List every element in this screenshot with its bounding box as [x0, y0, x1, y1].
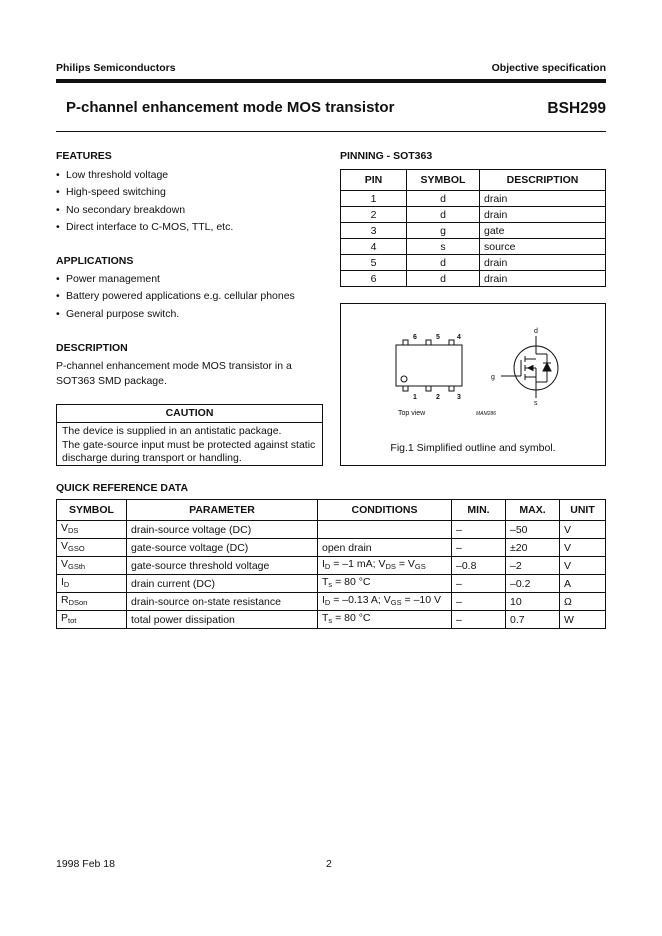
qrd-cell-unit: Ω	[560, 593, 606, 611]
caution-line: The gate-source input must be protected against static	[62, 438, 316, 451]
pin-number: 6	[341, 271, 407, 287]
footer-date: 1998 Feb 18	[56, 858, 115, 870]
table-row	[341, 223, 606, 239]
pin-description: gate	[480, 223, 606, 239]
applications-item: • Power management	[56, 271, 331, 288]
pinning-header-row	[341, 170, 606, 191]
qrd-col-min: MIN.	[452, 500, 506, 521]
subscript: DS	[68, 526, 79, 535]
qrd-cell-max: 10	[506, 593, 560, 611]
qrd-cell-parameter: drain-source voltage (DC)	[127, 521, 318, 539]
qrd-cell-symbol: $R_{DSon}$	[57, 593, 127, 611]
symbol-label-source: s	[534, 400, 538, 407]
mosfet-symbol	[501, 336, 558, 398]
qrd-cell-conditions: $T_s = 80$ °C	[318, 575, 452, 593]
pinning-heading: PINNING - SOT363	[340, 150, 433, 162]
subscript: DSon	[68, 598, 88, 607]
qrd-header-row	[57, 500, 606, 521]
table-row	[57, 611, 606, 629]
subscript: GSO	[68, 544, 85, 553]
package-outline	[396, 340, 462, 391]
table-row	[341, 207, 606, 223]
pin-label-top: 6	[413, 334, 417, 341]
qrd-col-conditions: CONDITIONS	[318, 500, 452, 521]
table-row	[341, 255, 606, 271]
qrd-cell-max: 0.7	[506, 611, 560, 629]
qrd-cell-unit: V	[560, 521, 606, 539]
features-item: • Direct interface to C-MOS, TTL, etc.	[56, 219, 326, 236]
qrd-cell-parameter: gate-source voltage (DC)	[127, 539, 318, 557]
description-text	[56, 359, 326, 389]
qrd-col-max: MAX.	[506, 500, 560, 521]
qrd-cell-symbol: $V_{DS}$	[57, 521, 127, 539]
description-heading: DESCRIPTION	[56, 342, 128, 354]
qrd-cell-symbol: $I_D$	[57, 575, 127, 593]
qrd-cell-max: –50	[506, 521, 560, 539]
pin-label-bottom: 3	[457, 394, 461, 401]
qrd-cell-conditions: $T_s = 80$ °C	[318, 611, 452, 629]
qrd-cell-symbol: $P_{tot}$	[57, 611, 127, 629]
applications-item: • Battery powered applications e.g. cellular phones	[56, 288, 331, 305]
quick-reference-table	[56, 499, 606, 629]
pin-description: drain	[480, 191, 606, 207]
features-item: • High-speed switching	[56, 184, 326, 201]
qrd-cell-unit: V	[560, 539, 606, 557]
table-row	[57, 575, 606, 593]
pin-symbol: d	[407, 271, 480, 287]
pin-number: 2	[341, 207, 407, 223]
table-row	[57, 593, 606, 611]
qrd-cell-parameter: drain current (DC)	[127, 575, 318, 593]
header-rule	[56, 79, 606, 83]
qrd-cell-min: –	[452, 539, 506, 557]
table-row	[57, 539, 606, 557]
symbol-label-gate: g	[491, 374, 495, 381]
qrd-cell-min: –	[452, 521, 506, 539]
qrd-cell-symbol: $V_{GSO}$	[57, 539, 127, 557]
part-number: BSH299	[547, 100, 606, 117]
qrd-cell-unit: V	[560, 557, 606, 575]
pin-description: drain	[480, 207, 606, 223]
company-name: Philips Semiconductors	[56, 62, 176, 74]
title-rule	[56, 131, 606, 132]
subscript: DS	[385, 562, 396, 571]
subscript: GS	[390, 598, 402, 607]
subscript: D	[324, 562, 331, 571]
qrd-cell-max: –2	[506, 557, 560, 575]
pin-label-bottom: 1	[413, 394, 417, 401]
pin-number: 5	[341, 255, 407, 271]
outline-and-symbol-drawing	[341, 304, 605, 465]
qrd-cell-min: –	[452, 611, 506, 629]
features-item: • Low threshold voltage	[56, 167, 326, 184]
subscript: D	[63, 580, 70, 589]
caution-line: The device is supplied in an antistatic package.	[62, 425, 282, 437]
page-number: 2	[326, 858, 332, 870]
pin-description: drain	[480, 271, 606, 287]
features-heading: FEATURES	[56, 150, 112, 162]
qrd-cell-unit: W	[560, 611, 606, 629]
caution-text	[57, 423, 322, 468]
pin-number: 1	[341, 191, 407, 207]
description-line: P-channel enhancement mode MOS transistor in a	[56, 360, 292, 372]
subscript: tot	[68, 616, 77, 625]
page-title: P-channel enhancement mode MOS transistor	[66, 99, 395, 116]
qrd-cell-conditions: $I_D = -1$ mA; $V_{DS} = V_{GS}$	[318, 557, 452, 575]
pin-description: source	[480, 239, 606, 255]
pin-number: 3	[341, 223, 407, 239]
qrd-cell-symbol: $V_{GSth}$	[57, 557, 127, 575]
qrd-cell-conditions: $I_D = -0.13$ A; $V_{GS} = -10$ V	[318, 593, 452, 611]
spec-type: Objective specification	[491, 62, 606, 74]
table-row	[57, 557, 606, 575]
subscript: GS	[414, 562, 426, 571]
table-row	[57, 521, 606, 539]
qrd-cell-max: –0.2	[506, 575, 560, 593]
pinning-col-pin: PIN	[341, 170, 407, 191]
symbol-label-drain: d	[534, 328, 538, 335]
pin-symbol: d	[407, 255, 480, 271]
qrd-body	[57, 521, 606, 629]
qrd-cell-parameter: gate-source threshold voltage	[127, 557, 318, 575]
applications-list	[56, 271, 331, 323]
table-row	[341, 271, 606, 287]
qrd-cell-conditions	[318, 521, 452, 539]
pinning-table	[340, 169, 606, 287]
top-view-label: Top view	[398, 410, 426, 417]
pinning-col-symbol: SYMBOL	[407, 170, 480, 191]
subscript: s	[328, 580, 333, 589]
description-line: SOT363 SMD package.	[56, 375, 167, 387]
pin-symbol: s	[407, 239, 480, 255]
subscript: GSth	[68, 562, 86, 571]
qrd-cell-min: –	[452, 575, 506, 593]
qrd-heading: QUICK REFERENCE DATA	[56, 482, 189, 494]
figure-caption: Fig.1 Simplified outline and symbol.	[390, 442, 556, 454]
figure-box	[340, 303, 606, 466]
qrd-cell-conditions: open drain	[318, 539, 452, 557]
qrd-cell-max: ±20	[506, 539, 560, 557]
caution-heading: CAUTION	[57, 405, 322, 423]
features-list	[56, 167, 326, 236]
pin-description: drain	[480, 255, 606, 271]
qrd-cell-min: –0.8	[452, 557, 506, 575]
figure-code: MAM286	[476, 411, 497, 417]
table-row	[341, 191, 606, 207]
qrd-cell-min: –	[452, 593, 506, 611]
qrd-col-parameter: PARAMETER	[127, 500, 318, 521]
pin-label-top: 5	[436, 334, 440, 341]
applications-heading: APPLICATIONS	[56, 255, 134, 267]
caution-line: discharge during transport or handling.	[62, 452, 242, 464]
pin-symbol: d	[407, 191, 480, 207]
pin-number: 4	[341, 239, 407, 255]
pin-label-top: 4	[457, 334, 461, 341]
qrd-col-unit: UNIT	[560, 500, 606, 521]
pin-label-bottom: 2	[436, 394, 440, 401]
qrd-cell-unit: A	[560, 575, 606, 593]
pin-symbol: d	[407, 207, 480, 223]
features-item: • No secondary breakdown	[56, 202, 326, 219]
caution-box	[56, 404, 323, 466]
qrd-cell-parameter: total power dissipation	[127, 611, 318, 629]
qrd-cell-parameter: drain-source on-state resistance	[127, 593, 318, 611]
qrd-col-symbol: SYMBOL	[57, 500, 127, 521]
applications-item: • General purpose switch.	[56, 306, 331, 323]
subscript: D	[324, 598, 331, 607]
subscript: s	[328, 616, 333, 625]
pinning-col-description: DESCRIPTION	[480, 170, 606, 191]
pin-symbol: g	[407, 223, 480, 239]
table-row	[341, 239, 606, 255]
